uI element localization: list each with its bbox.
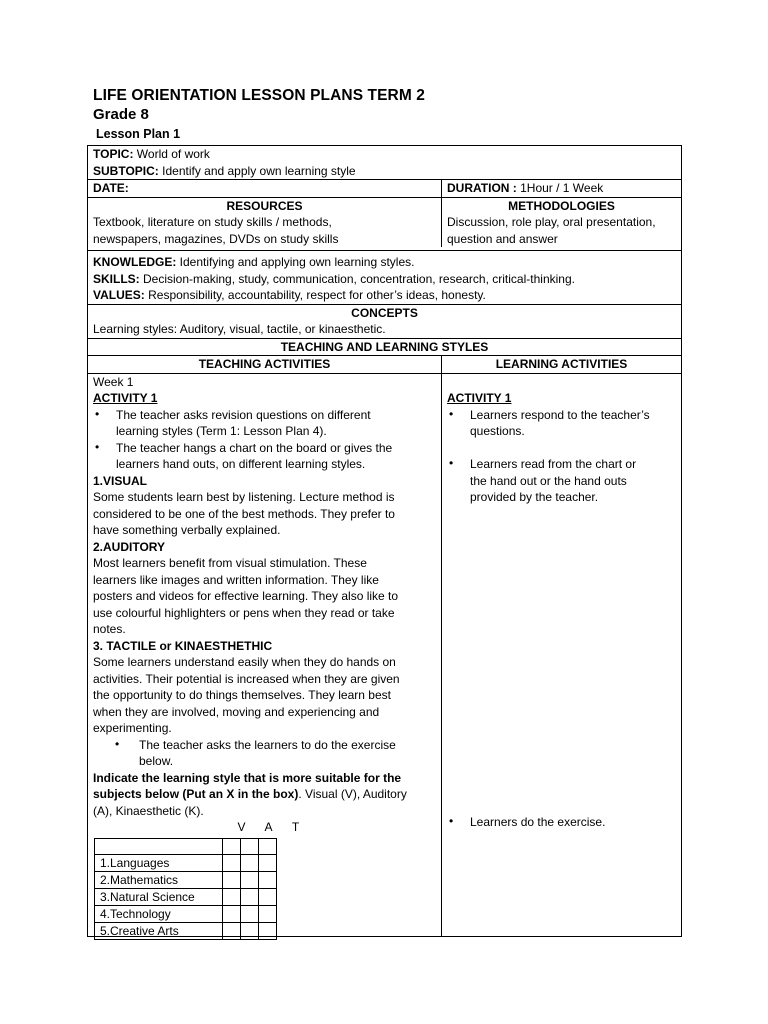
topic-label: TOPIC: bbox=[93, 147, 134, 161]
checkbox-cell[interactable] bbox=[223, 905, 241, 922]
bullet-text: Learners respond to the teacher’s bbox=[470, 407, 650, 422]
bullet-text: questions. bbox=[470, 424, 525, 438]
paragraph-line: activities. Their potential is increased when they are given bbox=[93, 671, 400, 686]
checkbox-cell[interactable] bbox=[223, 871, 241, 888]
instruction-rest: . Visual (V), Auditory bbox=[298, 787, 407, 801]
teaching-header: TEACHING ACTIVITIES bbox=[198, 357, 331, 371]
subtopic-value: Identify and apply own learning style bbox=[158, 163, 356, 178]
paragraph-line: have something verbally explained. bbox=[93, 523, 281, 537]
subject-label: 2.Mathematics bbox=[95, 871, 223, 888]
teaching-activity-title: ACTIVITY 1 bbox=[93, 391, 158, 405]
checkbox-cell[interactable] bbox=[259, 854, 277, 871]
checkbox-cell[interactable] bbox=[259, 905, 277, 922]
tls-title-row bbox=[88, 339, 681, 357]
resources-line: Textbook, literature on study skills / methods, bbox=[93, 215, 332, 229]
checkbox-cell[interactable] bbox=[223, 922, 241, 939]
learning-activity-title: ACTIVITY 1 bbox=[447, 391, 512, 405]
vat-headers bbox=[93, 819, 436, 836]
bullet-text: the hand out or the hand outs bbox=[470, 473, 627, 488]
checkbox-cell[interactable] bbox=[241, 871, 259, 888]
table-row bbox=[95, 871, 277, 888]
checkbox-cell[interactable] bbox=[223, 854, 241, 871]
bullet-text: provided by the teacher. bbox=[470, 490, 599, 504]
page-title: LIFE ORIENTATION LESSON PLANS TERM 2 bbox=[93, 87, 425, 104]
methodologies-line: question and answer bbox=[447, 231, 558, 246]
table-row bbox=[95, 888, 277, 905]
paragraph-line: the opportunity to do things themselves. They learn best bbox=[93, 688, 391, 702]
paragraph-line: Most learners benefit from visual stimulation. These bbox=[93, 556, 367, 570]
tactile-heading: 3. TACTILE or KINAESTHETHIC bbox=[93, 638, 273, 653]
checkbox-cell[interactable] bbox=[241, 838, 259, 854]
visual-heading: 1.VISUAL bbox=[93, 473, 148, 488]
checkbox-cell[interactable] bbox=[241, 854, 259, 871]
learning-bullet bbox=[447, 814, 605, 831]
learning-bullet bbox=[447, 456, 676, 506]
lesson-plan-table bbox=[87, 145, 682, 937]
lesson-plan-heading: Lesson Plan 1 bbox=[96, 127, 181, 141]
values-label: VALUES: bbox=[93, 288, 145, 302]
activities-body-row bbox=[88, 374, 681, 936]
paragraph-line: use colourful highlighters or pens when they read or take bbox=[93, 605, 395, 620]
learning-activities bbox=[442, 374, 681, 936]
tls-title: TEACHING AND LEARNING STYLES bbox=[280, 339, 489, 354]
resources-title: RESOURCES bbox=[226, 198, 303, 213]
checkbox-cell[interactable] bbox=[259, 838, 277, 854]
vat-header: A bbox=[264, 820, 273, 834]
bullet-icon: • bbox=[449, 456, 454, 470]
checkbox-cell[interactable] bbox=[223, 888, 241, 905]
learning-header: LEARNING ACTIVITIES bbox=[495, 357, 628, 371]
knowledge-value: Identifying and applying own learning styles. bbox=[176, 255, 415, 269]
checkbox-cell[interactable] bbox=[241, 905, 259, 922]
bullet-text: The teacher hangs a chart on the board or gives the bbox=[116, 440, 393, 455]
subject-label: 4.Technology bbox=[95, 905, 223, 922]
skills-label: SKILLS: bbox=[93, 271, 140, 286]
learning-bullet bbox=[447, 407, 676, 440]
vat-header: V bbox=[237, 820, 246, 834]
teaching-bullet bbox=[93, 440, 436, 473]
grade-heading: Grade 8 bbox=[93, 106, 149, 123]
values-value: Responsibility, accountability, respect for other’s ideas, honesty. bbox=[144, 288, 486, 302]
resources-row bbox=[88, 198, 681, 252]
table-row bbox=[95, 922, 277, 939]
duration-value: 1Hour / 1 Week bbox=[516, 181, 604, 195]
checkbox-cell[interactable] bbox=[259, 888, 277, 905]
paragraph-line: learners like images and written information. They like bbox=[93, 572, 379, 587]
instruction-line: Indicate the learning style that is more suitable for the bbox=[93, 770, 402, 785]
checkbox-cell[interactable] bbox=[259, 871, 277, 888]
learning-style-exercise-table bbox=[94, 838, 277, 940]
paragraph-line: when they are involved, moving and experiencing and bbox=[93, 704, 380, 719]
checkbox-cell[interactable] bbox=[223, 838, 241, 854]
instruction-line: (A), Kinaesthetic (K). bbox=[93, 803, 204, 818]
paragraph-line: experimenting. bbox=[93, 721, 172, 735]
methodologies-line: Discussion, role play, oral presentation, bbox=[447, 215, 656, 229]
methodologies-title: METHODOLOGIES bbox=[508, 198, 615, 213]
bullet-text: Learners do the exercise. bbox=[470, 814, 606, 829]
checkbox-cell[interactable] bbox=[259, 922, 277, 939]
teaching-bullet bbox=[93, 737, 436, 770]
table-row bbox=[95, 854, 277, 871]
bullet-text: The teacher asks the learners to do the exercise bbox=[139, 737, 396, 752]
week-label: Week 1 bbox=[93, 374, 134, 389]
bullet-text: learners hand outs, on different learning styles. bbox=[116, 457, 366, 471]
table-row bbox=[95, 838, 277, 854]
bullet-text: learning styles (Term 1: Lesson Plan 4). bbox=[116, 424, 327, 438]
bullet-icon: • bbox=[449, 813, 454, 828]
instruction-bold: subjects below (Put an X in the box) bbox=[93, 787, 299, 801]
bullet-icon: • bbox=[449, 406, 454, 421]
knowledge-skills-values-row bbox=[88, 251, 681, 305]
auditory-heading: 2.AUDITORY bbox=[93, 539, 166, 554]
knowledge-label: KNOWLEDGE: bbox=[93, 255, 177, 269]
bullet-icon: • bbox=[95, 439, 100, 454]
concepts-text: Learning styles: Auditory, visual, tactile, or kinaesthetic. bbox=[93, 322, 386, 336]
checkbox-cell[interactable] bbox=[241, 888, 259, 905]
bullet-text: below. bbox=[139, 754, 174, 768]
topic-value: World of work bbox=[133, 147, 210, 161]
table-cell bbox=[95, 838, 223, 854]
concepts-row bbox=[88, 305, 681, 339]
teaching-bullet bbox=[93, 407, 436, 440]
bullet-text: Learners read from the chart or bbox=[470, 457, 637, 471]
subject-label: 3.Natural Science bbox=[95, 888, 223, 905]
vat-header: T bbox=[291, 820, 300, 834]
date-label: DATE: bbox=[93, 181, 129, 195]
table-row bbox=[95, 905, 277, 922]
paragraph-line: posters and videos for effective learning. They also like to bbox=[93, 589, 399, 603]
bullet-text: The teacher asks revision questions on different bbox=[116, 407, 371, 422]
duration-label: DURATION : bbox=[447, 181, 517, 195]
topic-row bbox=[88, 146, 681, 180]
subtopic-label: SUBTOPIC: bbox=[93, 163, 159, 178]
subject-label: 5.Creative Arts bbox=[95, 922, 223, 939]
date-duration-row bbox=[88, 180, 681, 198]
paragraph-line: Some students learn best by listening. Lecture method is bbox=[93, 490, 395, 504]
paragraph-line: considered to be one of the best methods. They prefer to bbox=[93, 506, 395, 521]
bullet-icon: • bbox=[115, 736, 120, 751]
paragraph-line: notes. bbox=[93, 622, 126, 636]
skills-value: Decision-making, study, communication, concentration, research, critical-thinking. bbox=[139, 271, 575, 286]
paragraph-line: Some learners understand easily when they do hands on bbox=[93, 655, 396, 669]
resources-line: newspapers, magazines, DVDs on study skills bbox=[93, 231, 339, 246]
concepts-title: CONCEPTS bbox=[351, 305, 418, 320]
bullet-icon: • bbox=[95, 406, 100, 421]
activities-header-row bbox=[88, 356, 681, 374]
teaching-activities bbox=[88, 374, 442, 936]
checkbox-cell[interactable] bbox=[241, 922, 259, 939]
subject-label: 1.Languages bbox=[95, 854, 223, 871]
